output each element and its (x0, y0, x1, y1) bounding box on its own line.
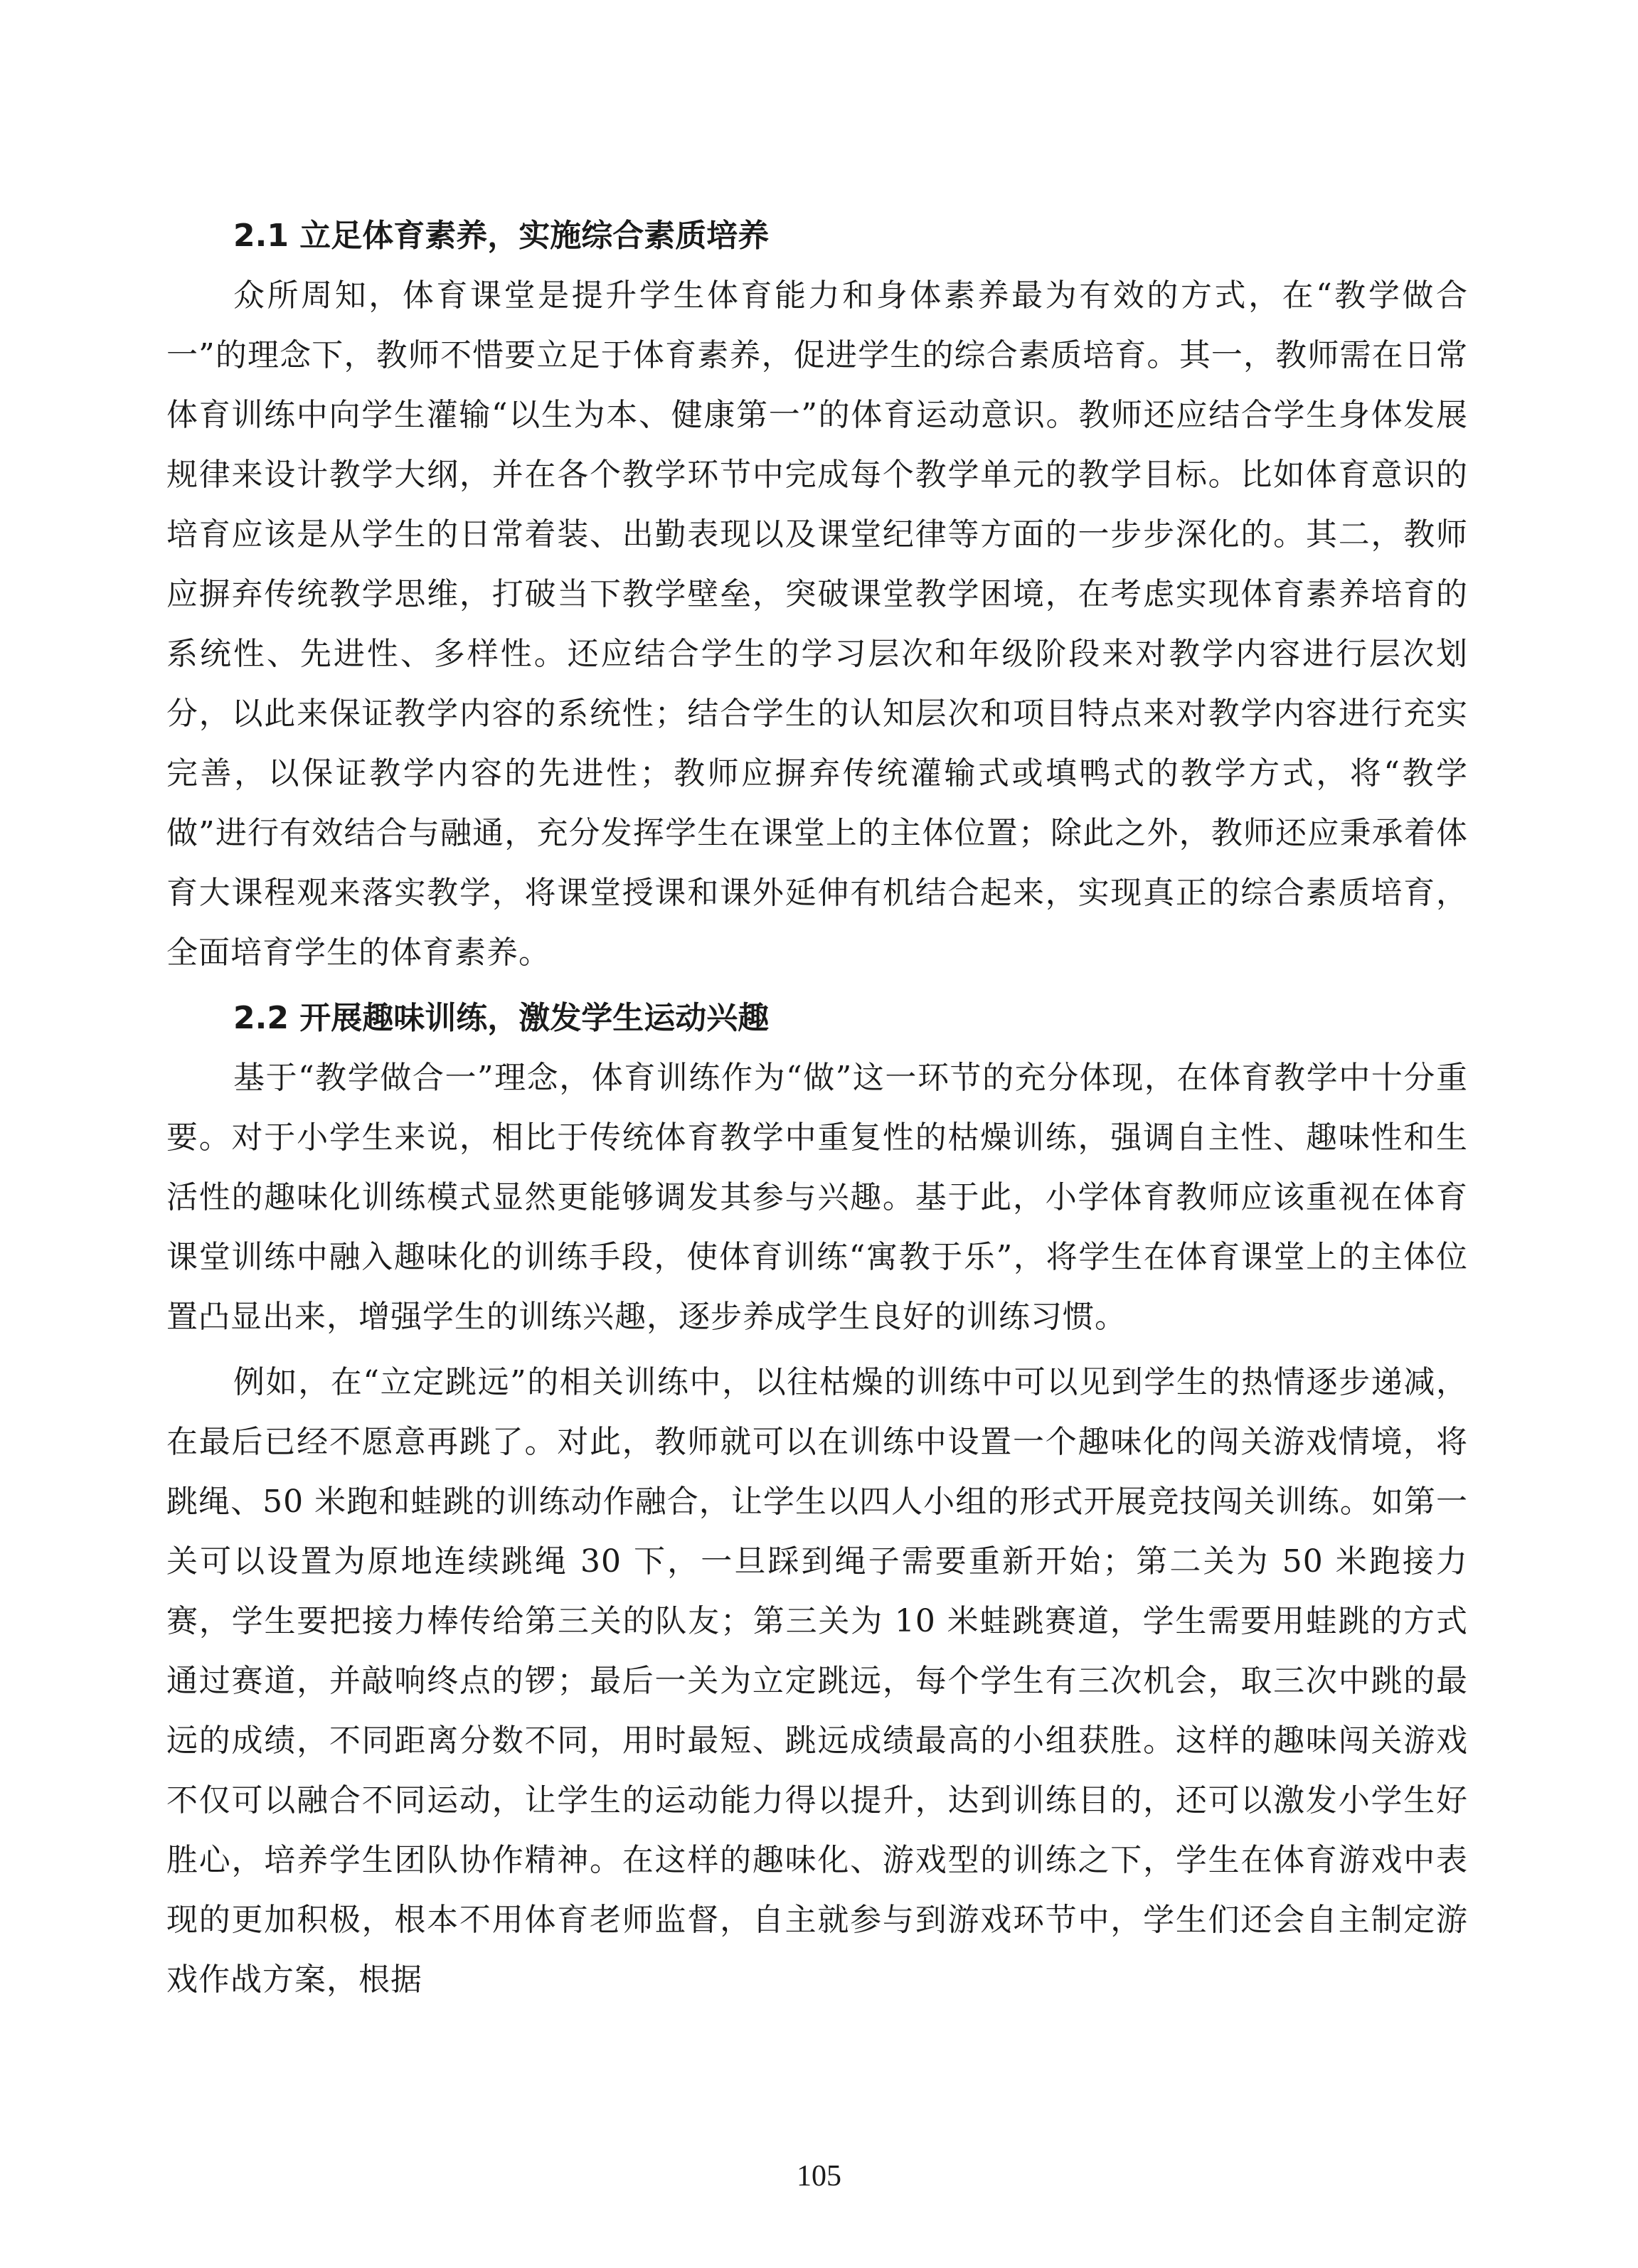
section-heading-2-1: 2.1 立足体育素养，实施综合素质培养 (233, 218, 770, 254)
section-gap (166, 983, 1468, 989)
page-number: 105 (797, 2160, 841, 2193)
section-2-2-paragraph-2: 例如，在“立定跳远”的相关训练中，以往枯燥的训练中可以见到学生的热情逐步递减，在最后已经不愿意再跳了。对此，教师就可以在训练中设置一个趣味化的闯关游戏情境，将跳绳、50 米跑和蛙跳的训练动作融合，让学生以四人小组的形式开展竞技闯关训练。如第一关可以设置为原地连续跳绳 30 下，一旦踩到绳子需要重新开始；第二关为 50 米跑接力赛，学生要把接力棒传给第三关的队友；第三关为 10 米蛙跳赛道，学生需要用蛙跳的方式通过赛道，并敲响终点的锣；最后一关为立定跳远，每个学生有三次机会，取三次中跳的最远的成绩，不同距离分数不同，用时最短、跳远成绩最高的小组获胜。这样的趣味闯关游戏不仅可以融合不同运动，让学生的运动能力得以提升，达到训练目的，还可以激发小学生好胜心，培养学生团队协作精神。在这样的趣味化、游戏型的训练之下，学生在体育游戏中表现的更加积极，根本不用体育老师监督，自主就参与到游戏环节中，学生们还会自主制定游戏作战方案，根据 (166, 1364, 1468, 1998)
section-2-2-paragraph-1: 基于“教学做合一”理念，体育训练作为“做”这一环节的充分体现，在体育教学中十分重要。对于小学生来说，相比于传统体育教学中重复性的枯燥训练，强调自主性、趣味性和生活性的趣味化训练模式显然更能够调发其参与兴趣。基于此，小学体育教师应该重视在体育课堂训练中融入趣味化的训练手段，使体育训练“寓教于乐”，将学生在体育课堂上的主体位置凸显出来，增强学生的训练兴趣，逐步养成学生良好的训练习惯。 (166, 1060, 1468, 1335)
document-body (166, 206, 1468, 2010)
section-heading-2-2: 2.2 开展趣味训练，激发学生运动兴趣 (233, 1000, 770, 1036)
paragraph-gap (166, 1347, 1468, 1353)
section-2-1-paragraph: 众所周知，体育课堂是提升学生体育能力和身体素养最为有效的方式，在“教学做合一”的理念下，教师不惜要立足于体育素养，促进学生的综合素质培育。其一，教师需在日常体育训练中向学生灌输“以生为本、健康第一”的体育运动意识。教师还应结合学生身体发展规律来设计教学大纲，并在各个教学环节中完成每个教学单元的教学目标。比如体育意识的培育应该是从学生的日常着装、出勤表现以及课堂纪律等方面的一步步深化的。其二，教师应摒弃传统教学思维，打破当下教学壁垒，突破课堂教学困境，在考虑实现体育素养培育的系统性、先进性、多样性。还应结合学生的学习层次和年级阶段来对教学内容进行层次划分，以此来保证教学内容的系统性；结合学生的认知层次和项目特点来对教学内容进行充实完善，以保证教学内容的先进性；教师应摒弃传统灌输式或填鸭式的教学方式，将“教学做”进行有效结合与融通，充分发挥学生在课堂上的主体位置；除此之外，教师还应秉承着体育大课程观来落实教学，将课堂授课和课外延伸有机结合起来，实现真正的综合素质培育，全面培育学生的体育素养。 (166, 277, 1468, 971)
